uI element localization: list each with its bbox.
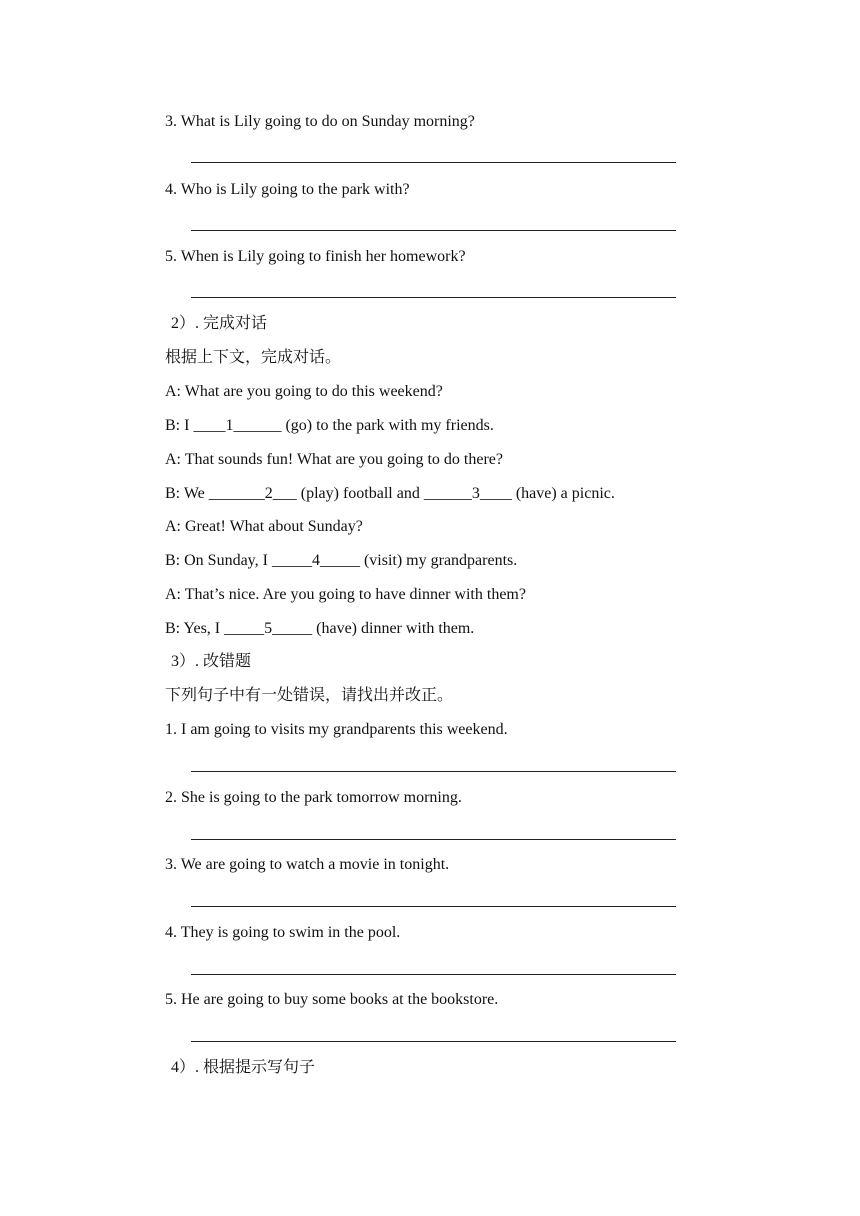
answer-line (191, 297, 676, 298)
question-4: 4. Who is Lily going to the park with? (165, 181, 410, 198)
section-2-instruction: 根据上下文，完成对话。 (165, 349, 342, 366)
dialogue-line: B: On Sunday, I _____4_____ (visit) my grandparents. (165, 552, 518, 569)
correction-item-5: 5. He are going to buy some books at the bookstore. (165, 991, 499, 1008)
dialogue-line: A: What are you going to do this weekend? (165, 383, 443, 400)
answer-line (191, 771, 676, 772)
correction-item-3: 3. We are going to watch a movie in tonight. (165, 856, 450, 873)
answer-line (191, 1041, 676, 1042)
section-3-instruction: 下列句子中有一处错误，请找出并改正。 (165, 687, 454, 704)
question-3: 3. What is Lily going to do on Sunday morning? (165, 113, 475, 130)
section-3-heading: 3）. 改错题 (171, 653, 252, 670)
dialogue-line: A: That’s nice. Are you going to have dinner with them? (165, 586, 526, 603)
section-4-heading: 4）. 根据提示写句子 (171, 1059, 316, 1076)
correction-item-1: 1. I am going to visits my grandparents this weekend. (165, 721, 508, 738)
answer-line (191, 230, 676, 231)
dialogue-line: A: Great! What about Sunday? (165, 518, 363, 535)
dialogue-line: A: That sounds fun! What are you going to do there? (165, 451, 503, 468)
dialogue-line: B: I ____1______ (go) to the park with my friends. (165, 417, 494, 434)
dialogue-line: B: Yes, I _____5_____ (have) dinner with them. (165, 620, 475, 637)
answer-line (191, 974, 676, 975)
section-2-heading: 2）. 完成对话 (171, 315, 268, 332)
dialogue-line: B: We _______2___ (play) football and ______3____ (have) a picnic. (165, 485, 615, 502)
answer-line (191, 162, 676, 163)
correction-item-4: 4. They is going to swim in the pool. (165, 924, 401, 941)
correction-item-2: 2. She is going to the park tomorrow morning. (165, 789, 462, 806)
question-5: 5. When is Lily going to finish her homework? (165, 248, 466, 265)
answer-line (191, 839, 676, 840)
answer-line (191, 906, 676, 907)
